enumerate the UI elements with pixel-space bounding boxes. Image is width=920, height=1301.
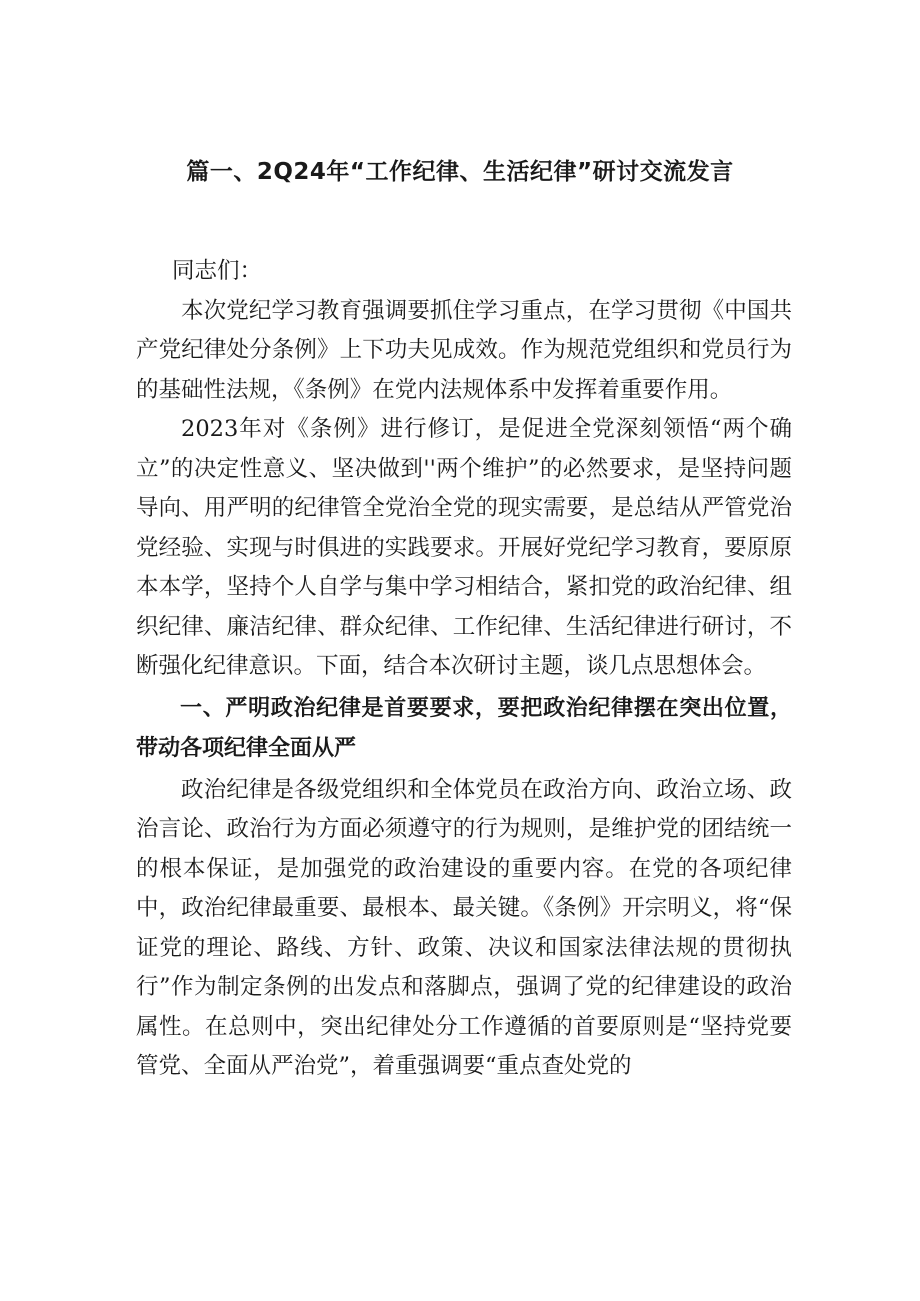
intro-paragraph: 本次党纪学习教育强调要抓住学习重点，在学习贯彻《中国共产党纪律处分条例》上下功夫见成效。作为规范党组织和党员行为的基础性法规，《条例》在党内法规体系中发挥着重要作用。 xyxy=(136,297,792,403)
document-title: 篇一、2Q24年“工作纪律、生活纪律”研讨交流发言 xyxy=(186,159,734,185)
salutation: 同志们： xyxy=(172,258,263,284)
revision-paragraph: 2023年对《条例》进行修订，是促进全党深刻领悟“两个确立”的决定性意义、坚决做到''两个维护”的必然要求，是坚持问题导向、用严明的纪律管全党治全党的现实需要，是总结从严管党治党经验、实现与时俱进的实践要求。开展好党纪学习教育，要原原本本学，坚持个人自学与集中学习相结合，紧扣党的政治纪律、组织纪律、廉洁纪律、群众纪律、工作纪律、生活纪律进行研讨，不断强化纪律意识。下面，结合本次研讨主题，谈几点思想体会。 xyxy=(136,416,792,679)
section-heading: 一、严明政治纪律是首要要求，要把政治纪律摆在突出位置，带动各项纪律全面从严 xyxy=(136,695,792,761)
section-paragraph: 政治纪律是各级党组织和全体党员在政治方向、政治立场、政治言论、政治行为方面必须遵守的行为规则，是维护党的团结统一的根本保证，是加强党的政治建设的重要内容。在党的各项纪律中，政治纪律最重要、最根本、最关键。《条例》开宗明义，将“保证党的理论、路线、方针、政策、决议和国家法律法规的贯彻执行”作为制定条例的出发点和落脚点，强调了党的纪律建设的政治属性。在总则中，突出纪律处分工作遵循的首要原则是“坚持党要管党、全面从严治党”，着重强调要“重点查处党的 xyxy=(136,776,792,1079)
document-body xyxy=(136,252,792,1087)
